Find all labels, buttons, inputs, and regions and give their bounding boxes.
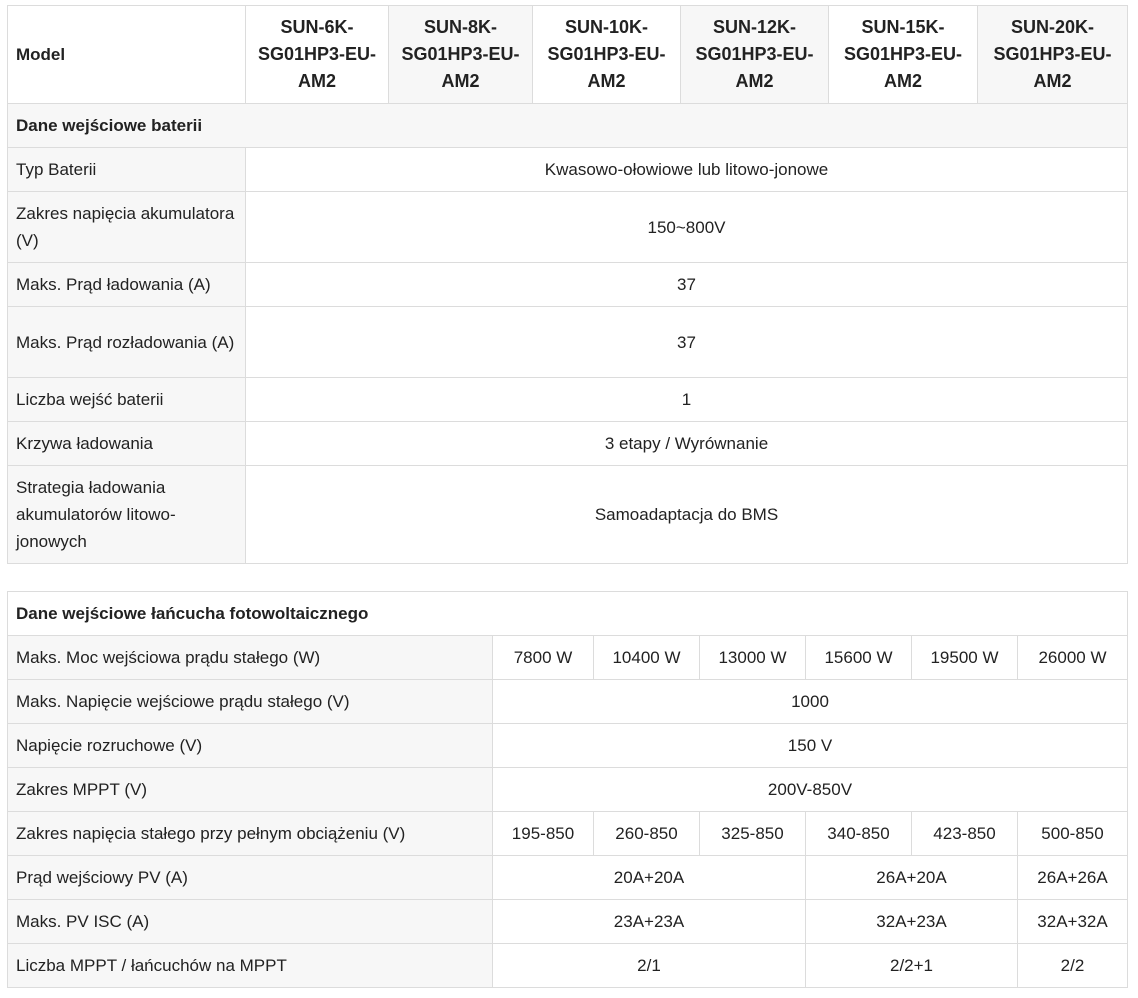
- pv-spec-table: [7, 591, 1128, 988]
- row-label: Maks. Prąd rozładowania (A): [8, 307, 246, 378]
- table-row: [8, 307, 1128, 378]
- group-value: 2/2+1: [806, 944, 1018, 988]
- battery-section-row: [8, 104, 1128, 148]
- row-value: 37: [246, 307, 1128, 378]
- model-header-row: [8, 6, 1128, 104]
- row-label: Maks. PV ISC (A): [8, 900, 493, 944]
- pv-section-row: [8, 592, 1128, 636]
- table-row: [8, 378, 1128, 422]
- row-label: Napięcie rozruchowe (V): [8, 724, 493, 768]
- row-label: Zakres MPPT (V): [8, 768, 493, 812]
- table-row: [8, 812, 1128, 856]
- row-value: 37: [246, 263, 1128, 307]
- row-value: 200V-850V: [493, 768, 1128, 812]
- cell-value: 19500 W: [912, 636, 1018, 680]
- group-value: 23A+23A: [493, 900, 806, 944]
- group-value: 2/2: [1018, 944, 1128, 988]
- model-header-20k: SUN-20K-SG01HP3-EU-AM2: [978, 6, 1128, 104]
- cell-value: 15600 W: [806, 636, 912, 680]
- group-value: 32A+32A: [1018, 900, 1128, 944]
- row-label: Krzywa ładowania: [8, 422, 246, 466]
- table-row: [8, 148, 1128, 192]
- model-header-8k: SUN-8K-SG01HP3-EU-AM2: [389, 6, 533, 104]
- row-label: Liczba wejść baterii: [8, 378, 246, 422]
- cell-value: 340-850: [806, 812, 912, 856]
- battery-spec-table: [7, 5, 1128, 564]
- table-row: [8, 900, 1128, 944]
- table-row: [8, 724, 1128, 768]
- group-value: 26A+20A: [806, 856, 1018, 900]
- row-label: Zakres napięcia stałego przy pełnym obciążeniu (V): [8, 812, 493, 856]
- group-value: 32A+23A: [806, 900, 1018, 944]
- model-header-12k: SUN-12K-SG01HP3-EU-AM2: [681, 6, 829, 104]
- row-value: Kwasowo-ołowiowe lub litowo-jonowe: [246, 148, 1128, 192]
- cell-value: 10400 W: [594, 636, 700, 680]
- table-row: [8, 944, 1128, 988]
- row-value: 150~800V: [246, 192, 1128, 263]
- row-label: Typ Baterii: [8, 148, 246, 192]
- table-row: [8, 768, 1128, 812]
- table-row: [8, 856, 1128, 900]
- table-row: [8, 263, 1128, 307]
- row-label: Prąd wejściowy PV (A): [8, 856, 493, 900]
- cell-value: 7800 W: [493, 636, 594, 680]
- row-value: 1000: [493, 680, 1128, 724]
- cell-value: 195-850: [493, 812, 594, 856]
- model-header-15k: SUN-15K-SG01HP3-EU-AM2: [829, 6, 978, 104]
- battery-section-title: Dane wejściowe baterii: [8, 104, 1128, 148]
- row-label: Maks. Prąd ładowania (A): [8, 263, 246, 307]
- row-value: 150 V: [493, 724, 1128, 768]
- table-row: [8, 680, 1128, 724]
- cell-value: 500-850: [1018, 812, 1128, 856]
- table-row: [8, 192, 1128, 263]
- row-label: Zakres napięcia akumulatora (V): [8, 192, 246, 263]
- group-value: 2/1: [493, 944, 806, 988]
- row-value: Samoadaptacja do BMS: [246, 466, 1128, 564]
- table-row: [8, 636, 1128, 680]
- row-label: Strategia ładowania akumulatorów litowo-jonowych: [8, 466, 246, 564]
- model-header-6k: SUN-6K-SG01HP3-EU-AM2: [246, 6, 389, 104]
- cell-value: 423-850: [912, 812, 1018, 856]
- model-header-label: Model: [8, 6, 246, 104]
- model-header-10k: SUN-10K-SG01HP3-EU-AM2: [533, 6, 681, 104]
- cell-value: 26000 W: [1018, 636, 1128, 680]
- table-row: [8, 466, 1128, 564]
- pv-section-title: Dane wejściowe łańcucha fotowoltaicznego: [8, 592, 1128, 636]
- cell-value: 260-850: [594, 812, 700, 856]
- row-value: 1: [246, 378, 1128, 422]
- cell-value: 325-850: [700, 812, 806, 856]
- row-label: Liczba MPPT / łańcuchów na MPPT: [8, 944, 493, 988]
- group-value: 26A+26A: [1018, 856, 1128, 900]
- row-label: Maks. Napięcie wejściowe prądu stałego (V): [8, 680, 493, 724]
- cell-value: 13000 W: [700, 636, 806, 680]
- row-value: 3 etapy / Wyrównanie: [246, 422, 1128, 466]
- group-value: 20A+20A: [493, 856, 806, 900]
- table-row: [8, 422, 1128, 466]
- row-label: Maks. Moc wejściowa prądu stałego (W): [8, 636, 493, 680]
